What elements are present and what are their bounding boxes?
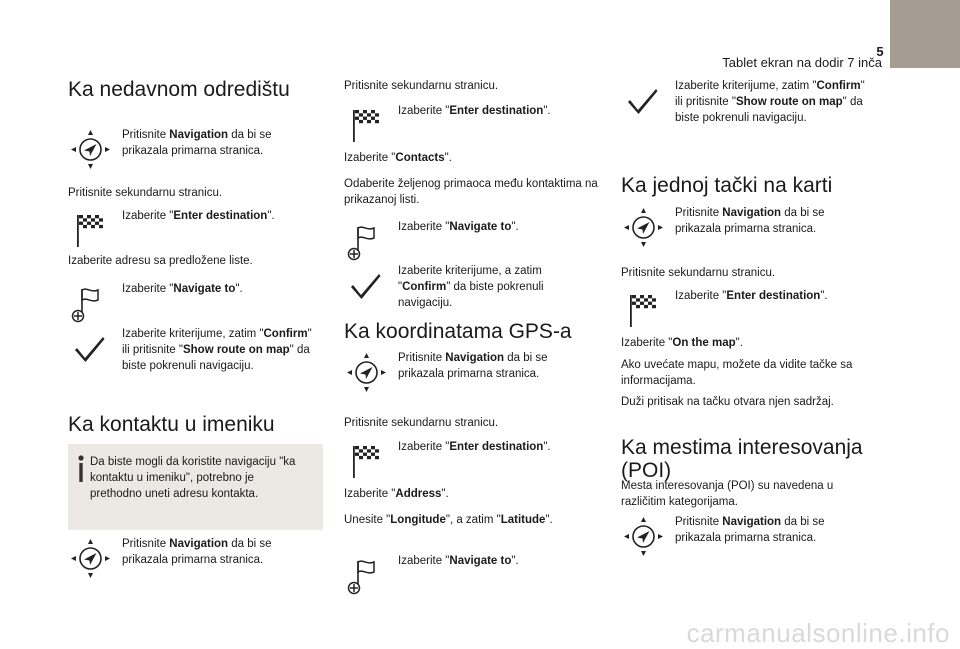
instruction-text: Odaberite željenog primaoca među kontaktima na prikazanoj listi. <box>344 178 598 206</box>
step-press-navigation <box>344 350 589 400</box>
step-text: Pritisnite Navigation da bi se prikazala primarna stranica. <box>398 352 548 380</box>
step-enter-destination <box>344 103 589 153</box>
step-text: Pritisnite Navigation da bi se prikazala primarna stranica. <box>122 538 272 566</box>
instruction-text: Unesite "Longitude", a zatim "Latitude". <box>344 514 553 526</box>
step-press-navigation <box>621 205 866 255</box>
step-text: Pritisnite Navigation da bi se prikazala primarna stranica. <box>675 516 825 544</box>
instruction-text: Izaberite "On the map". <box>621 337 743 349</box>
section-title-poi: Ka mestima interesovanja (POI) <box>621 436 863 482</box>
instruction-text: Pritisnite sekundarnu stranicu. <box>344 80 499 92</box>
navigation-icon <box>621 205 666 250</box>
navigation-icon <box>344 350 389 395</box>
info-note <box>68 444 323 530</box>
checkered-flag-icon <box>621 288 666 333</box>
checkmark-icon <box>344 263 389 308</box>
step-text: Izaberite "Navigate to". <box>122 283 243 295</box>
step-text: Pritisnite Navigation da bi se prikazala primarna stranica. <box>675 207 825 235</box>
step-press-navigation <box>68 127 313 177</box>
navigation-icon <box>621 514 666 559</box>
checkmark-icon <box>68 326 113 371</box>
section-title-contact: Ka kontaktu u imeniku <box>68 413 275 436</box>
instruction-text: Mesta interesovanja (POI) su navedena u različitim kategorijama. <box>621 480 834 508</box>
checkered-flag-icon <box>344 439 389 484</box>
step-text: Pritisnite Navigation da bi se prikazala primarna stranica. <box>122 129 272 157</box>
checkered-flag-icon <box>344 103 389 148</box>
step-confirm <box>68 326 313 390</box>
checkered-flag-icon <box>68 208 113 253</box>
section-title-recent-destination: Ka nedavnom odredištu <box>68 78 290 101</box>
step-press-navigation <box>621 514 866 564</box>
step-press-navigation <box>68 536 313 586</box>
instruction-text: Izaberite adresu sa predložene liste. <box>68 255 253 267</box>
navigation-icon <box>68 127 113 172</box>
step-text: Izaberite "Enter destination". <box>398 105 551 117</box>
instruction-text: Pritisnite sekundarnu stranicu. <box>621 267 776 279</box>
step-text: Izaberite "Enter destination". <box>122 210 275 222</box>
navigate-to-flag-icon <box>68 281 113 326</box>
note-text: Da biste mogli da koristite navigaciju "ka kontaktu u imeniku", potrebno je prethodno uneti adresu kontakta. <box>90 456 296 500</box>
step-text: Izaberite "Navigate to". <box>398 555 519 567</box>
section-title-gps: Ka koordinatama GPS-a <box>344 320 572 343</box>
step-confirm <box>344 263 589 313</box>
instruction-text: Pritisnite sekundarnu stranicu. <box>68 187 223 199</box>
step-text: Izaberite "Enter destination". <box>675 290 828 302</box>
info-icon <box>74 454 88 484</box>
step-text: Izaberite "Navigate to". <box>398 221 519 233</box>
section-title-map-point: Ka jednoj tački na karti <box>621 174 833 197</box>
step-enter-destination <box>344 439 589 489</box>
checkmark-icon <box>621 78 666 123</box>
step-confirm <box>621 78 866 142</box>
step-enter-destination <box>68 208 313 258</box>
step-text: Izaberite "Enter destination". <box>398 441 551 453</box>
instruction-text: Pritisnite sekundarnu stranicu. <box>344 417 499 429</box>
page-tab <box>890 0 960 68</box>
step-enter-destination <box>621 288 866 338</box>
instruction-text: Izaberite "Address". <box>344 488 449 500</box>
instruction-text: Izaberite "Contacts". <box>344 152 452 164</box>
step-text: Izaberite kriterijume, a zatim "Confirm" da biste pokrenuli navigaciju. <box>398 265 544 309</box>
watermark: carmanualsonline.info <box>686 618 950 648</box>
step-navigate-to <box>344 219 589 269</box>
step-text: Izaberite kriterijume, zatim "Confirm" ili pritisnite "Show route on map" da biste pokrenuli navigaciju. <box>122 328 312 372</box>
step-navigate-to <box>344 553 589 603</box>
instruction-text: Ako uvećate mapu, možete da vidite tačke sa informacijama. <box>621 359 853 387</box>
step-navigate-to <box>68 281 313 331</box>
page-number: 5 <box>876 44 884 59</box>
navigate-to-flag-icon <box>344 219 389 264</box>
navigation-icon <box>68 536 113 581</box>
navigate-to-flag-icon <box>344 553 389 598</box>
instruction-text: Duži pritisak na tačku otvara njen sadržaj. <box>621 396 834 408</box>
header-title: Tablet ekran na dodir 7 inča <box>722 55 882 70</box>
step-text: Izaberite kriterijume, zatim "Confirm" ili pritisnite "Show route on map" da biste pokrenuli navigaciju. <box>675 80 865 124</box>
